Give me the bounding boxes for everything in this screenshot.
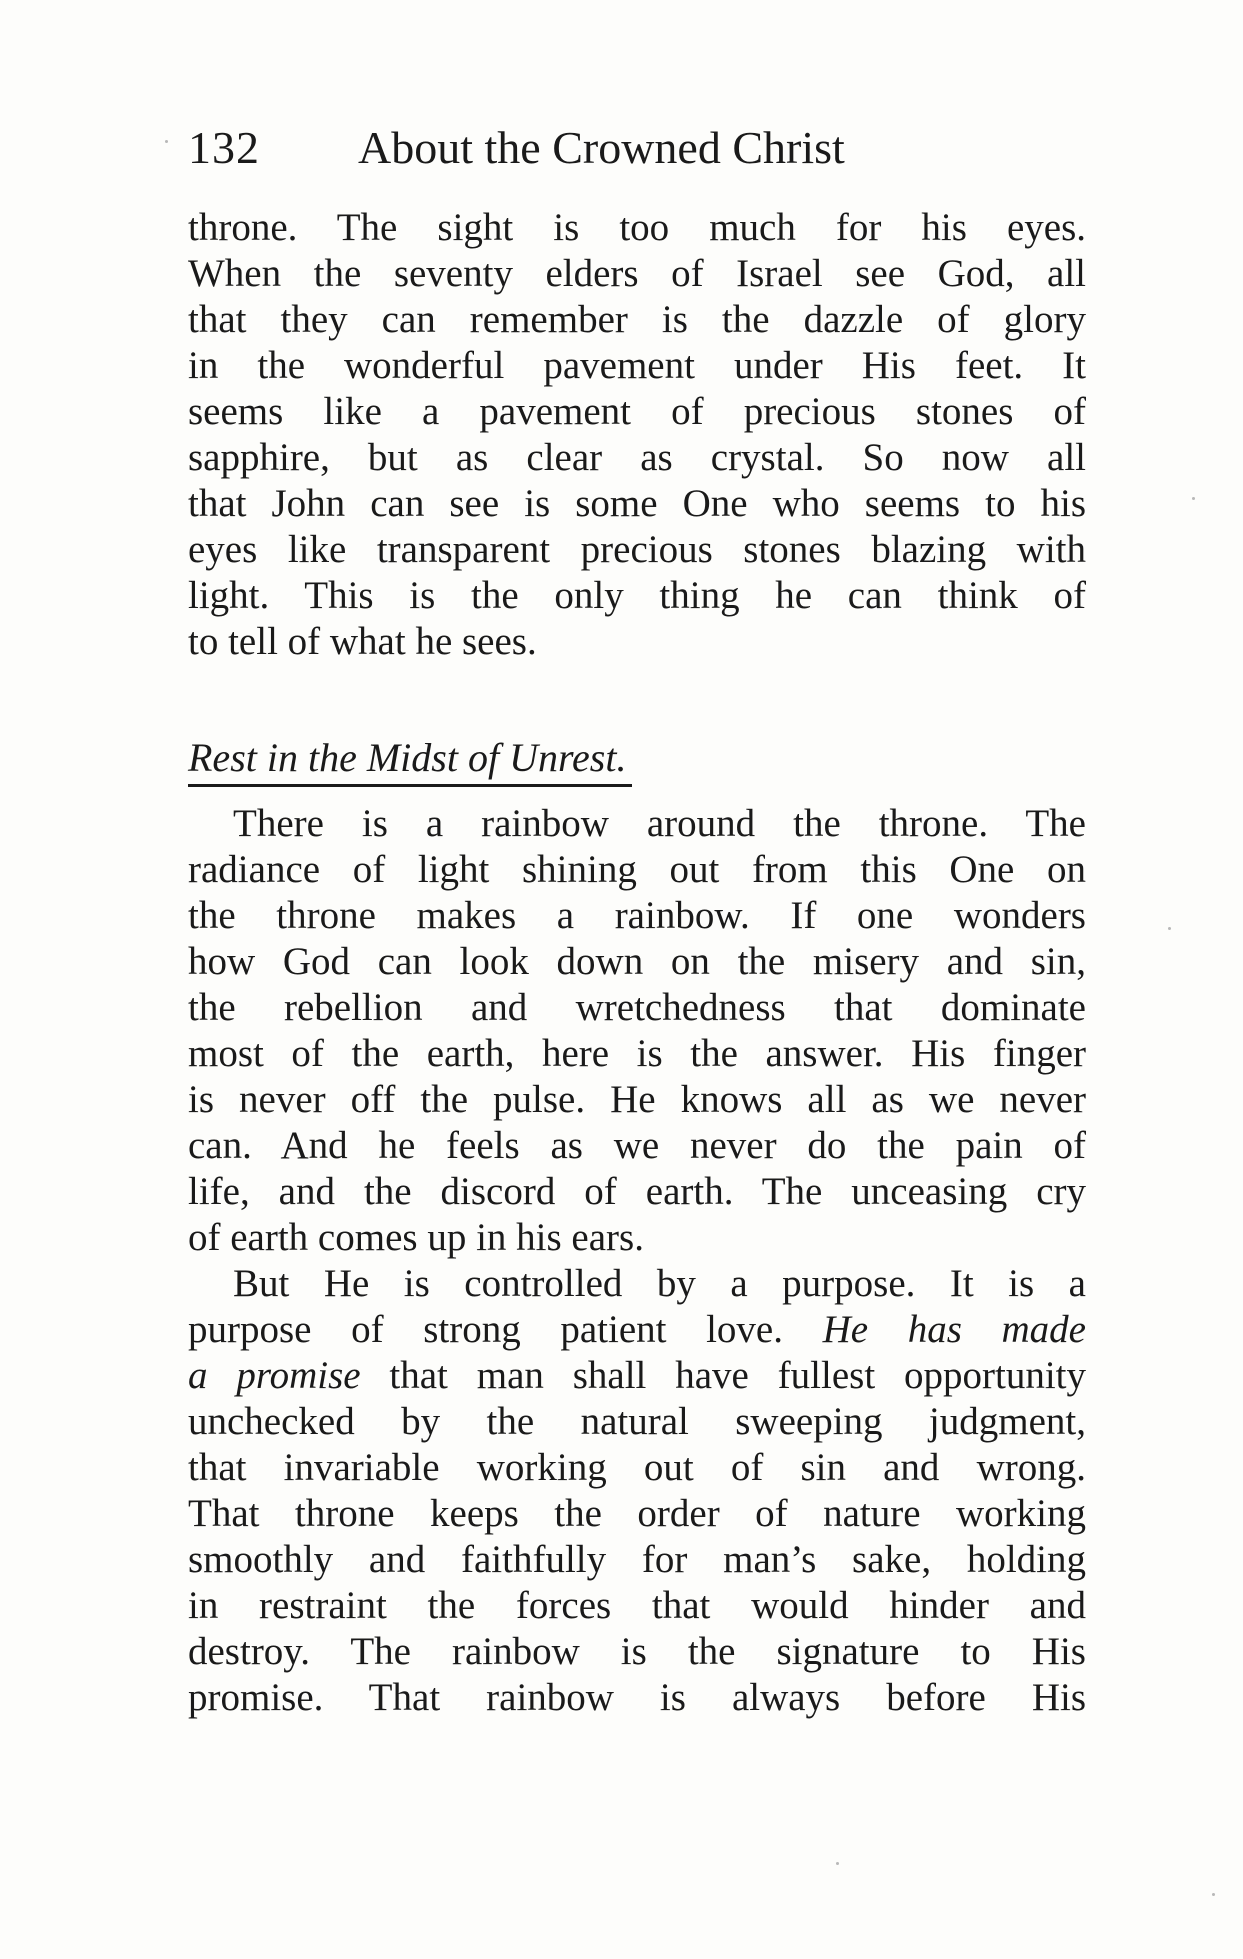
text-line: seems like a pavement of precious stones of	[188, 390, 1086, 433]
text-line: When the seventy elders of Israel see God, all	[188, 252, 1086, 295]
text-line	[188, 1307, 1086, 1353]
text-line: in restraint the forces that would hinder and	[188, 1584, 1086, 1627]
text-line: smoothly and faithfully for man’s sake, holding	[188, 1538, 1086, 1581]
text-line	[188, 1353, 1086, 1399]
scan-speck	[836, 1862, 839, 1865]
text-line: eyes like transparent precious stones blazing with	[188, 528, 1086, 571]
text-line: promise. That rainbow is always before His	[188, 1676, 1086, 1719]
section-heading: Rest in the Midst of Unrest.	[188, 732, 632, 787]
text-line: that John can see is some One who seems to his	[188, 482, 1086, 525]
text-line: life, and the discord of earth. The unceasing cry	[188, 1170, 1086, 1213]
scan-speck	[1192, 497, 1195, 500]
text-line: sapphire, but as clear as crystal. So now all	[188, 436, 1086, 479]
text-line: destroy. The rainbow is the signature to His	[188, 1630, 1086, 1673]
scan-speck	[1212, 1893, 1215, 1896]
text-line: But He is controlled by a purpose. It is a	[233, 1262, 1086, 1305]
text-line: unchecked by the natural sweeping judgment,	[188, 1400, 1086, 1443]
running-title: About the Crowned Christ	[358, 122, 845, 173]
scan-speck	[1168, 927, 1171, 930]
text-run: that man shall have fullest opportunity	[389, 1354, 1086, 1397]
text-line: in the wonderful pavement under His feet. It	[188, 344, 1086, 387]
text-line: that they can remember is the dazzle of glory	[188, 298, 1086, 341]
text-line: is never off the pulse. He knows all as we never	[188, 1078, 1086, 1121]
text-line: that invariable working out of sin and wrong.	[188, 1446, 1086, 1489]
running-head	[188, 118, 1088, 178]
text-line: to tell of what he sees.	[188, 620, 537, 663]
page-number: 132	[188, 122, 260, 173]
text-line: light. This is the only thing he can think of	[188, 574, 1086, 617]
text-line: There is a rainbow around the throne. The	[233, 802, 1086, 845]
italic-text-run: He has made	[822, 1308, 1086, 1351]
text-line: of earth comes up in his ears.	[188, 1216, 644, 1259]
text-line: can. And he feels as we never do the pain of	[188, 1124, 1086, 1167]
text-line: radiance of light shining out from this One on	[188, 848, 1086, 891]
text-run: purpose of strong patient love.	[188, 1308, 783, 1351]
text-line: That throne keeps the order of nature working	[188, 1492, 1086, 1535]
scan-speck	[165, 140, 168, 143]
text-line: the rebellion and wretchedness that dominate	[188, 986, 1086, 1029]
text-line: how God can look down on the misery and sin,	[188, 940, 1086, 983]
text-line: the throne makes a rainbow. If one wonders	[188, 894, 1086, 937]
text-line: throne. The sight is too much for his eyes.	[188, 206, 1086, 249]
italic-text-run: a promise	[188, 1354, 361, 1397]
text-line: most of the earth, here is the answer. His finger	[188, 1032, 1086, 1075]
